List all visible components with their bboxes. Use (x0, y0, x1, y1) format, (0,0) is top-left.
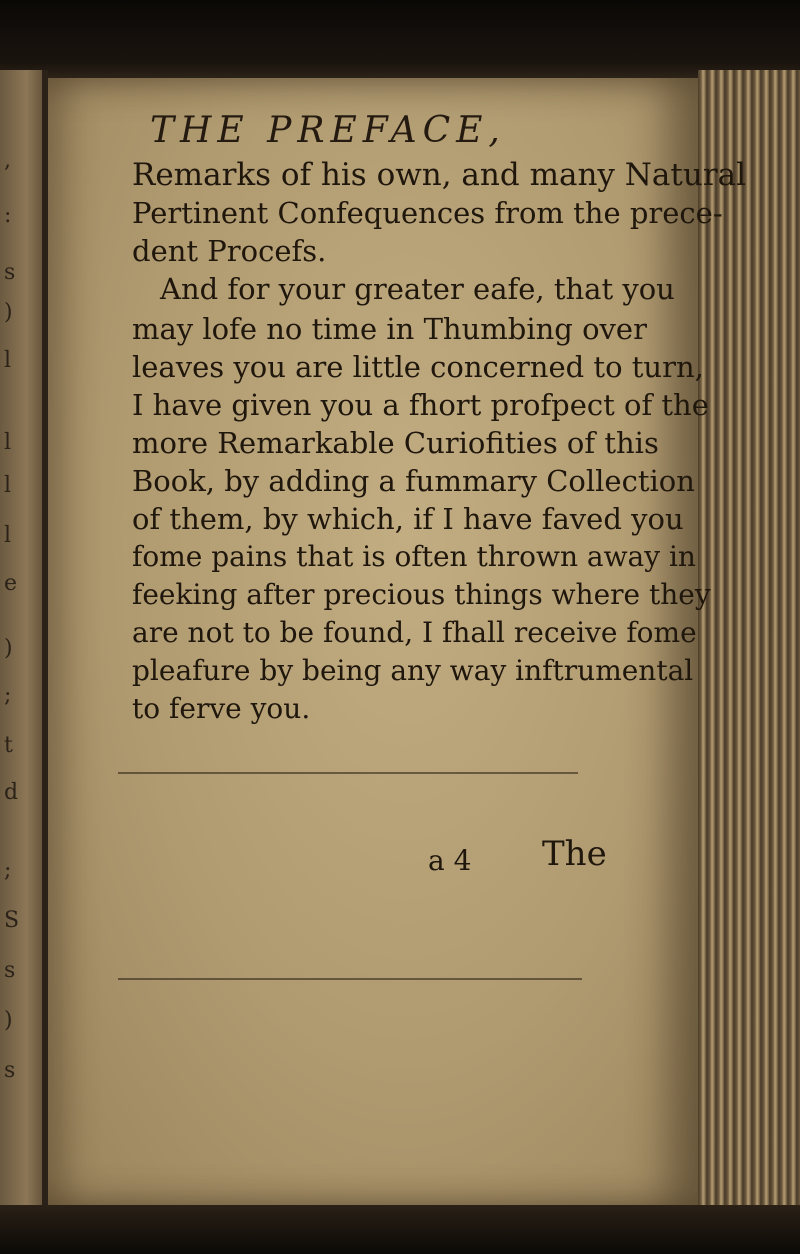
facing-page-glyph: ) (4, 1008, 13, 1033)
photo-top-edge (0, 0, 800, 90)
text-line: fome pains that is often thrown away in (132, 540, 696, 573)
text-line: Remarks of his own, and many Natural (132, 157, 747, 193)
facing-page-glyph: l (4, 473, 12, 498)
text-line: leaves you are little concerned to turn, (132, 350, 704, 384)
text-line: may lofe no time in Thumbing over (132, 312, 647, 346)
signature-mark: a 4 (428, 844, 472, 877)
facing-page-glyph: : (4, 203, 12, 228)
text-line: Book, by adding a fummary Collection (132, 464, 695, 498)
facing-page-glyph: , (4, 148, 11, 173)
show-through-rule (118, 772, 578, 774)
facing-page-glyph: d (4, 780, 19, 805)
facing-page-glyph: s (4, 1058, 16, 1083)
text-line: dent Procefs. (132, 234, 327, 268)
facing-page-edge (0, 70, 48, 1210)
facing-page-glyph: t (4, 733, 13, 758)
text-line: feeking after precious things where they (132, 578, 711, 611)
show-through-rule (118, 978, 582, 980)
facing-page-glyph: S (4, 908, 20, 933)
catchword: The (542, 834, 607, 874)
facing-page-glyph: s (4, 260, 16, 285)
photo-bottom-edge (0, 1205, 800, 1254)
facing-page-glyph: l (4, 523, 12, 548)
text-line: are not to be found, I fhall receive fome (132, 616, 697, 649)
facing-page-glyph: e (4, 571, 18, 596)
text-line: pleafure by being any way inftrumental (132, 654, 694, 687)
text-line: to ferve you. (132, 692, 311, 725)
facing-page-glyph: s (4, 958, 16, 983)
facing-page-glyph: l (4, 348, 12, 373)
facing-page-glyph: ; (4, 683, 12, 708)
facing-page-glyph: ) (4, 300, 13, 325)
text-line: more Remarkable Curiofities of this (132, 426, 659, 460)
facing-page-glyph: ) (4, 636, 13, 661)
text-line: of them, by which, if I have faved you (132, 502, 684, 536)
text-line: I have given you a fhort profpect of the (132, 388, 709, 422)
page-fore-edge (698, 70, 800, 1210)
text-line: And for your greater eafe, that you (160, 272, 675, 306)
facing-page-glyph: l (4, 430, 12, 455)
running-head: THE PREFACE, (150, 110, 506, 151)
text-line: Pertinent Confequences from the prece- (132, 196, 723, 230)
facing-page-glyph: ; (4, 858, 12, 883)
